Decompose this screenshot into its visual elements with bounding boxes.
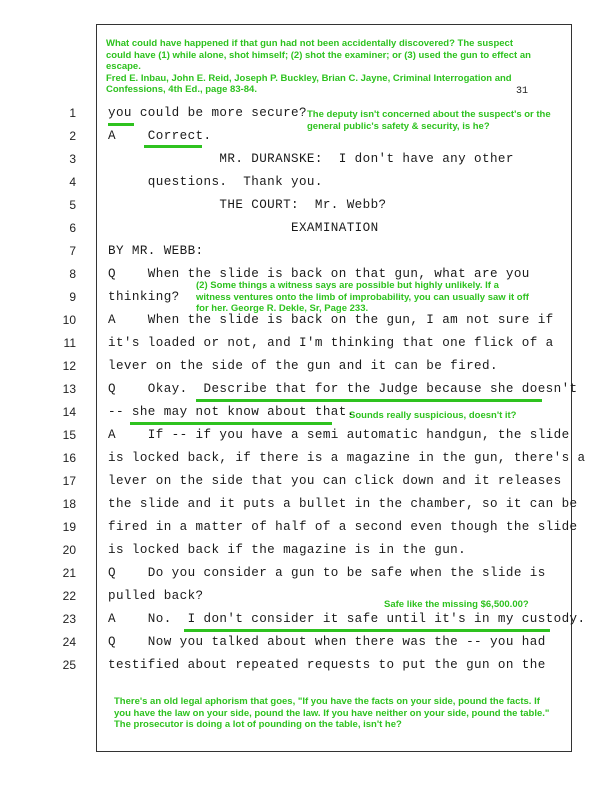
line-number: 18 xyxy=(62,497,76,511)
transcript-line: EXAMINATION xyxy=(108,221,379,235)
annotation-top-citation: Fred E. Inbau, John E. Reid, Joseph P. Buckley, Brian C. Jayne, Criminal Interrogation and Confessions, 4th Ed., page 83-84. xyxy=(106,72,512,95)
line-number: 1 xyxy=(69,106,76,120)
line-number: 5 xyxy=(69,198,76,212)
transcript-line: MR. DURANSKE: I don't have any other xyxy=(108,152,514,166)
line-number: 2 xyxy=(69,129,76,143)
line-number: 22 xyxy=(62,589,76,603)
transcript-line: questions. Thank you. xyxy=(108,175,323,189)
line-number: 6 xyxy=(69,221,76,235)
transcript-line: A No. I don't consider it safe until it's in my custody. xyxy=(108,612,586,626)
transcript-line: A When the slide is back on the gun, I am not sure if xyxy=(108,313,554,327)
transcript-line: -- she may not know about that. xyxy=(108,405,355,419)
annotation-suspicious: Sounds really suspicious, doesn't it? xyxy=(349,410,517,421)
highlight-custody xyxy=(184,629,550,632)
highlight-correct xyxy=(144,145,202,148)
transcript-line: Q Do you consider a gun to be safe when the slide is xyxy=(108,566,546,580)
transcript-line: pulled back? xyxy=(108,589,204,603)
transcript-line: fired in a matter of half of a second even though the slide xyxy=(108,520,578,534)
transcript-line: thinking? xyxy=(108,290,180,304)
transcript-line: A If -- if you have a semi automatic handgun, the slide xyxy=(108,428,570,442)
transcript-line: Q Now you talked about when there was the -- you had xyxy=(108,635,546,649)
transcript-line: Q When the slide is back on that gun, what are you xyxy=(108,267,530,281)
line-number: 9 xyxy=(69,290,76,304)
annotation-aphorism: There's an old legal aphorism that goes, "If you have the facts on your side, pound the facts. If you have the law on your side, pound the law. If you have neither on your side, pound the table." The prosecutor is doing a lot of pounding on the table, isn't he? xyxy=(114,696,550,730)
transcript-line: is locked back, if there is a magazine in the gun, there's a xyxy=(108,451,586,465)
line-number: 4 xyxy=(69,175,76,189)
line-number: 7 xyxy=(69,244,76,258)
line-number: 21 xyxy=(62,566,76,580)
line-number: 19 xyxy=(62,520,76,534)
annotation-top xyxy=(106,38,536,96)
line-number: 17 xyxy=(62,474,76,488)
transcript-line: testified about repeated requests to put the gun on the xyxy=(108,658,546,672)
line-number: 3 xyxy=(69,152,76,166)
line-number: 12 xyxy=(62,359,76,373)
annotation-top-text: What could have happened if that gun had not been accidentally discovered? The suspect could have (1) while alone, shot himself; (2) shot the examiner; or (3) used the gun to effect an escape. xyxy=(106,38,531,72)
line-number: 16 xyxy=(62,451,76,465)
line-number: 23 xyxy=(62,612,76,626)
line-number: 11 xyxy=(63,336,76,350)
annotation-missing: Safe like the missing $6,500.00? xyxy=(384,599,529,610)
transcript-line: A Correct. xyxy=(108,129,212,143)
line-number: 24 xyxy=(62,635,76,649)
transcript-line: you could be more secure? xyxy=(108,106,307,120)
transcript-line: is locked back if the magazine is in the gun. xyxy=(108,543,467,557)
line-number: 14 xyxy=(62,405,76,419)
highlight-she-may-not-know xyxy=(130,422,332,425)
line-number: 25 xyxy=(62,658,76,672)
transcript-line: lever on the side that you can click down and it releases xyxy=(108,474,562,488)
highlight-describe xyxy=(196,399,542,402)
transcript-line: Q Okay. Describe that for the Judge because she doesn't xyxy=(108,382,578,396)
line-number: 13 xyxy=(62,382,76,396)
transcript-line: BY MR. WEBB: xyxy=(108,244,204,258)
annotation-deputy: The deputy isn't concerned about the suspect's or the general public's safety & security, is he? xyxy=(307,109,551,132)
transcript-line: the slide and it puts a bullet in the chamber, so it can be xyxy=(108,497,578,511)
line-number: 8 xyxy=(69,267,76,281)
transcript-line: it's loaded or not, and I'm thinking that one flick of a xyxy=(108,336,554,350)
line-number: 10 xyxy=(62,313,76,327)
highlight-you xyxy=(108,123,134,126)
line-number: 20 xyxy=(62,543,76,557)
line-number: 15 xyxy=(62,428,76,442)
transcript-line: THE COURT: Mr. Webb? xyxy=(108,198,387,212)
annotation-dekle: (2) Some things a witness says are possible but highly unlikely. If a witness ventures onto the limb of improbability, you can usually saw it off for her. George R. Dekle, Sr, Page 233. xyxy=(196,280,529,314)
transcript-line: lever on the side of the gun and it can be fired. xyxy=(108,359,498,373)
page-number: 31 xyxy=(516,86,529,97)
